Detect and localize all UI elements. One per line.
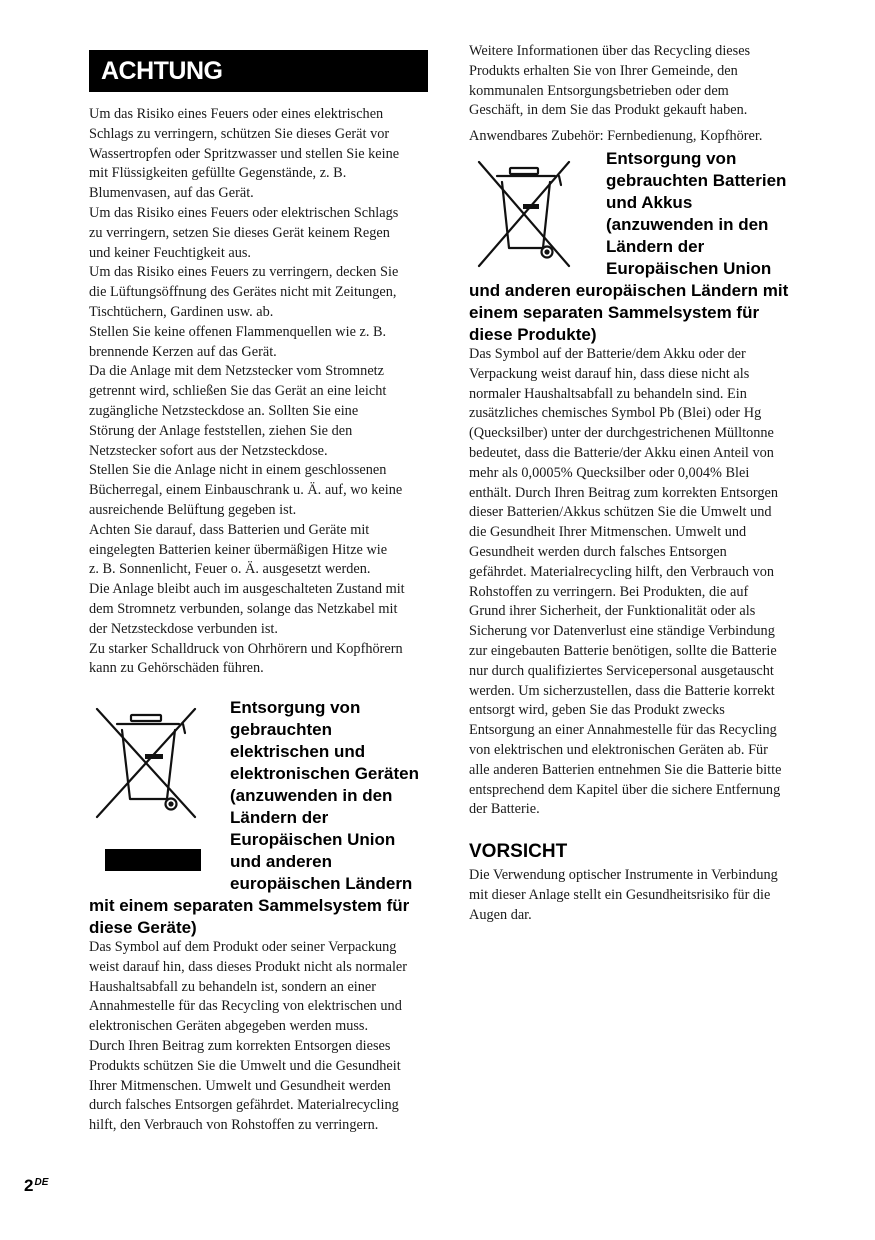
vorsicht-heading: VORSICHT — [469, 841, 568, 862]
battery-line: gefährdet. Materialrecycling hilft, den Verbrauch von — [469, 563, 775, 580]
achtung-line: Störung der Anlage feststellen, ziehen Sie den — [89, 422, 353, 439]
achtung-line: kann zu Gehörschäden führen. — [89, 660, 264, 677]
battery-line: mehr als 0,0005% Quecksilber oder 0,004% Blei — [469, 464, 750, 481]
weee-line: weist darauf hin, dass dieses Produkt nicht als normaler — [89, 958, 408, 975]
weee-heading-continuation — [89, 895, 429, 939]
recycling-info-paragraph — [469, 42, 809, 121]
recycling-line: Weitere Informationen über das Recycling dieses — [469, 43, 751, 59]
achtung-line: Wassertropfen oder Spritzwasser und stellen Sie keine — [89, 145, 400, 162]
accessories-line: Anwendbares Zubehör: Fernbedienung, Kopfhörer. — [469, 128, 763, 144]
weee-black-bar — [105, 849, 201, 871]
achtung-heading: ACHTUNG — [89, 50, 428, 92]
achtung-line: Blumenvasen, auf das Gerät. — [89, 185, 254, 202]
weee-heading — [230, 697, 430, 895]
battery-heading-line: (anzuwenden in den — [606, 215, 769, 234]
recycling-line: Geschäft, in dem Sie das Produkt gekauft haben. — [469, 102, 748, 119]
vorsicht-line: Augen dar. — [469, 906, 532, 923]
achtung-line: Achten Sie darauf, dass Batterien und Geräte mit — [89, 521, 370, 538]
vorsicht-paragraph — [469, 866, 809, 925]
weee-line: Durch Ihren Beitrag zum korrekten Entsorgen dieses — [89, 1037, 391, 1054]
battery-line: zur eingebauten Batterie benötigen, sollte die Batterie — [469, 642, 777, 659]
achtung-line: Um das Risiko eines Feuers oder elektrischen Schlags — [89, 204, 399, 221]
achtung-line: Schlags zu verringern, schützen Sie dieses Gerät vor — [89, 125, 390, 142]
battery-line: entsprechend dem Kapitel über die sichere Entfernung — [469, 781, 781, 798]
weee-line: Das Symbol auf dem Produkt oder seiner Verpackung — [89, 939, 397, 955]
weee-heading-line: diese Geräte) — [89, 918, 197, 937]
recycling-line: kommunalen Entsorgungsbetrieben oder dem — [469, 82, 729, 99]
battery-heading-line: Entsorgung von — [606, 149, 737, 168]
battery-line: (Quecksilber) unter der durchgestrichenen Mülltonne — [469, 425, 774, 442]
achtung-line: Die Anlage bleibt auch im ausgeschalteten Zustand mit — [89, 581, 405, 598]
battery-line: zusätzliches chemisches Symbol Pb (Blei) oder Hg — [469, 405, 762, 422]
weee-heading-line: elektronischen Geräten — [230, 764, 419, 783]
battery-heading-line: und Akkus — [606, 193, 693, 212]
vorsicht-line: mit dieser Anlage stellt ein Gesundheitsrisiko für die — [469, 886, 771, 903]
weee-line: Haushaltsabfall zu behandeln ist, sondern an einer — [89, 978, 377, 995]
battery-heading-line: und anderen europäischen Ländern mit — [469, 281, 789, 300]
page-language-suffix: DE — [34, 1177, 49, 1188]
weee-heading-line: und anderen — [230, 852, 333, 871]
weee-heading-line: Entsorgung von — [230, 698, 361, 717]
battery-line: enthält. Durch Ihren Beitrag zum korrekten Entsorgen — [469, 484, 779, 501]
achtung-line: Um das Risiko eines Feuers oder eines elektrischen — [89, 106, 384, 122]
battery-line: Entsorgung an einer Annahmestelle für das Recycling — [469, 722, 777, 739]
weee-heading-line: Europäischen Union — [230, 830, 396, 849]
achtung-line: Um das Risiko eines Feuers zu verringern, decken Sie — [89, 264, 399, 281]
weee-line: elektronischen Geräten abgegeben werden muss. — [89, 1018, 369, 1035]
battery-line: normaler Haushaltsabfall zu behandeln sind. Ein — [469, 385, 747, 402]
weee-line: Annahmestelle für das Recycling von elektrischen und — [89, 998, 402, 1015]
battery-paragraph — [469, 345, 809, 820]
achtung-line: Bücherregal, einem Einbauschrank u. Ä. auf, wo keine — [89, 482, 403, 499]
battery-line: Rohstoffen zu verringern. Bei Produkten, die auf — [469, 583, 749, 600]
battery-line: der Batterie. — [469, 801, 540, 818]
weee-line: hilft, den Verbrauch von Rohstoffen zu verringern. — [89, 1117, 379, 1134]
battery-heading-continuation — [469, 280, 814, 346]
weee-line: Produkts schützen Sie die Umwelt und die Gesundheit — [89, 1057, 401, 1074]
battery-line: die Gesundheit Ihrer Mitmenschen. Umwelt und — [469, 524, 747, 541]
weee-heading-line: gebrauchten — [230, 720, 333, 739]
battery-line: nur durch qualifiziertes Servicepersonal ausgetauscht — [469, 662, 774, 679]
achtung-line: der Netzsteckdose verbunden ist. — [89, 620, 278, 637]
battery-heading — [606, 148, 806, 280]
weee-heading-line: europäischen Ländern — [230, 874, 413, 893]
achtung-line: Stellen Sie die Anlage nicht in einem geschlossenen — [89, 462, 387, 479]
battery-line: Sicherung vor Datenverlust eine ständige Verbindung — [469, 623, 775, 640]
crossed-out-wheelie-bin-icon — [477, 160, 573, 268]
battery-line: bedeutet, dass die Batterie/der Akku einen Anteil von — [469, 444, 774, 461]
weee-line: durch falsches Entsorgen gefährdet. Materialrecycling — [89, 1097, 399, 1114]
achtung-line: brennende Kerzen auf das Gerät. — [89, 343, 277, 360]
battery-heading-line: Ländern der — [606, 237, 705, 256]
battery-line: werden. Um sicherzustellen, dass die Batterie korrekt — [469, 682, 775, 699]
achtung-line: mit Flüssigkeiten gefüllte Gegenstände, z. B. — [89, 165, 347, 182]
battery-line: von elektrischen und elektronischen Geräten ab. Für — [469, 741, 768, 758]
battery-line: Das Symbol auf der Batterie/dem Akku oder der — [469, 346, 746, 362]
weee-heading-line: mit einem separaten Sammelsystem für — [89, 896, 410, 915]
achtung-line: ausreichende Belüftung gegeben ist. — [89, 501, 297, 518]
achtung-line: Da die Anlage mit dem Netzstecker vom Stromnetz — [89, 363, 384, 380]
battery-heading-line: diese Produkte) — [469, 325, 597, 344]
achtung-line: zu verringern, setzen Sie dieses Gerät keinem Regen — [89, 224, 390, 241]
weee-heading-line: (anzuwenden in den — [230, 786, 393, 805]
recycling-line: Produkts erhalten Sie von Ihrer Gemeinde, den — [469, 62, 738, 79]
weee-line: Ihrer Mitmenschen. Umwelt und Gesundheit werden — [89, 1077, 391, 1094]
achtung-line: eingelegten Batterien keiner übermäßigen Hitze wie — [89, 541, 388, 558]
battery-line: Verpackung weist darauf hin, dass diese nicht als — [469, 365, 750, 382]
achtung-line: getrennt wird, schließen Sie das Gerät an eine leicht — [89, 383, 387, 400]
battery-heading-line: Europäischen Union — [606, 259, 772, 278]
achtung-line: Tischtüchern, Gardinen usw. ab. — [89, 303, 274, 320]
vorsicht-line: Die Verwendung optischer Instrumente in Verbindung — [469, 867, 778, 883]
weee-paragraph — [89, 938, 429, 1136]
battery-line: dieser Batterien/Akkus schützen Sie die Umwelt und — [469, 504, 772, 521]
achtung-line: zugängliche Netzsteckdose an. Sollten Sie eine — [89, 402, 359, 419]
achtung-line: Stellen Sie keine offenen Flammenquellen wie z. B. — [89, 323, 387, 340]
battery-heading-line: einem separaten Sammelsystem für — [469, 303, 760, 322]
achtung-line: und keiner Feuchtigkeit aus. — [89, 244, 251, 261]
achtung-line: z. B. Sonnenlicht, Feuer o. Ä. ausgesetzt werden. — [89, 561, 371, 578]
page-number — [24, 1176, 48, 1196]
crossed-out-wheelie-bin-icon — [95, 707, 200, 819]
achtung-line: dem Stromnetz verbunden, solange das Netzkabel mit — [89, 600, 398, 617]
weee-heading-line: Ländern der — [230, 808, 329, 827]
battery-line: Gesundheit werden durch falsches Entsorgen — [469, 543, 727, 560]
achtung-paragraph — [89, 105, 429, 679]
battery-heading-line: gebrauchten Batterien — [606, 171, 787, 190]
weee-heading-line: elektrischen und — [230, 742, 366, 761]
battery-line: alle anderen Batterien entnehmen Sie die Batterie bitte — [469, 761, 782, 778]
battery-line: Grund ihrer Sicherheit, der Funktionalität oder als — [469, 603, 756, 620]
achtung-line: Zu starker Schalldruck von Ohrhörern und Kopfhörern — [89, 640, 403, 657]
battery-line: entsorgt wird, geben Sie das Produkt zwecks — [469, 702, 725, 719]
achtung-line: Netzstecker sofort aus der Netzsteckdose. — [89, 442, 328, 459]
page-number-value: 2 — [24, 1176, 34, 1195]
achtung-line: die Lüftungsöffnung des Gerätes nicht mit Zeitungen, — [89, 284, 397, 301]
